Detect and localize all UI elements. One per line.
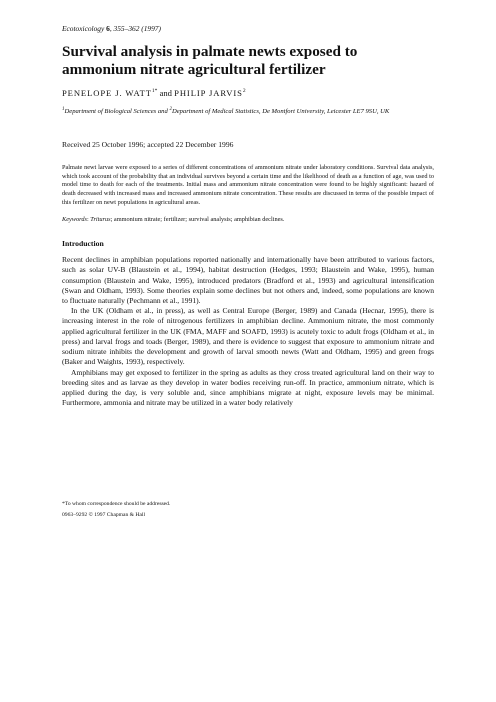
keywords: Keywords: Triturus; ammonium nitrate; fertilizer; survival analysis; amphibian declines. [62,215,285,223]
author-2: PHILIP JARVIS [174,87,243,98]
author-1-marker: 1* [151,88,158,94]
affiliation-2: Department of Medical Statistics, De Montfort University, Leicester LE7 9SU, UK [171,108,390,116]
journal-name: Ecotoxicology [62,24,105,33]
correspondence-footnote: *To whom correspondence should be addressed. [62,501,171,507]
affiliation-1: Department of Biological Sciences and [64,108,170,116]
keywords-rest: ; ammonium nitrate; fertilizer; survival analysis; amphibian declines. [110,215,285,223]
section-heading-introduction: Introduction [62,239,104,249]
intro-paragraph-1: Recent declines in amphibian populations reported nationally and internationally have been attributed to various factors, such as solar UV-B (Blaustein et al., 1994), habitat destruction (Hedges, 1993; Blaustein and Wake, 1995), human consumption (Blaustein and Wake, 1995), introduced predators (Bradford et al., 1993) and agricultural intensification (Swan and Oldham, 1993). Some theories explain some declines but not others and, indeed, some populations are known to fluctuate naturally (Pechmann et al., 1991). [62,255,434,306]
journal-volume: 6 [106,24,110,33]
author-list [62,86,434,99]
intro-paragraph-2: In the UK (Oldham et al., in press), as well as Central Europe (Berger, 1989) and Canada (Hecnar, 1995), there is increasing interest in the role of nitrogenous fertilizers in amphibian decline. Ammonium nitrate, the most commonly applied agricultural fertilizer in the UK (FMA, MAFF and SOAFD, 1993) is acutely toxic to adult frogs (Oldham et al., in press) and larval frogs and toads (Berger, 1989), and there is evidence to suggest that exposure to ammonium nitrate and sodium nitrate inhibits the development and growth of larval smooth newts (Watt and Oldham, 1995) and green frogs (Baker and Waights, 1993), respectively. [62,306,434,367]
affiliations [62,105,434,116]
article-page [62,24,434,408]
author-conjunction: and [157,87,175,98]
keyword-genus: Triturus [90,215,111,223]
article-title: Survival analysis in palmate newts exposed to ammonium nitrate agricultural fertilizer [62,43,358,78]
journal-citation [62,24,434,33]
introduction-body [62,255,434,408]
affiliation-1-marker: 1 [62,106,65,112]
affiliation-2-marker: 2 [169,106,172,112]
received-dates: Received 25 October 1996; accepted 22 December 1996 [62,140,234,150]
copyright-line: 0963–9292 © 1997 Chapman & Hall [62,511,146,518]
keywords-label: Keywords [62,215,87,223]
footnotes [62,500,434,519]
author-2-marker: 2 [242,88,246,94]
abstract: Palmate newt larvae were exposed to a series of different concentrations of ammonium nitrate under laboratory conditions. Survival data analysis, which took account of the probability that an individual survives beyond a certain time and the likelihood of death as a function of age, was used to model time to death for each of the treatments. Initial mass and ammonium nitrate concentration were found to be highly significant: hazard of death decreased with increased mass and increased ammonium nitrate concentration. These results are discussed in terms of the possible impact of this fertilizer on newt populations in agricultural areas. [62,164,434,206]
intro-paragraph-3: Amphibians may get exposed to fertilizer in the spring as adults as they cross treated agricultural land on their way to breeding sites and as larvae as they develop in water bodies receiving run-off. In practice, ammonium nitrate, which is applied during the day, is very soluble and, since amphibians migrate at night, exposure levels may be minimal. Furthermore, ammonia and nitrate may be utilized in a water body relatively [62,367,434,408]
author-1: PENELOPE J. WATT [62,87,152,98]
journal-pages: , 355–362 (1997) [109,24,161,33]
